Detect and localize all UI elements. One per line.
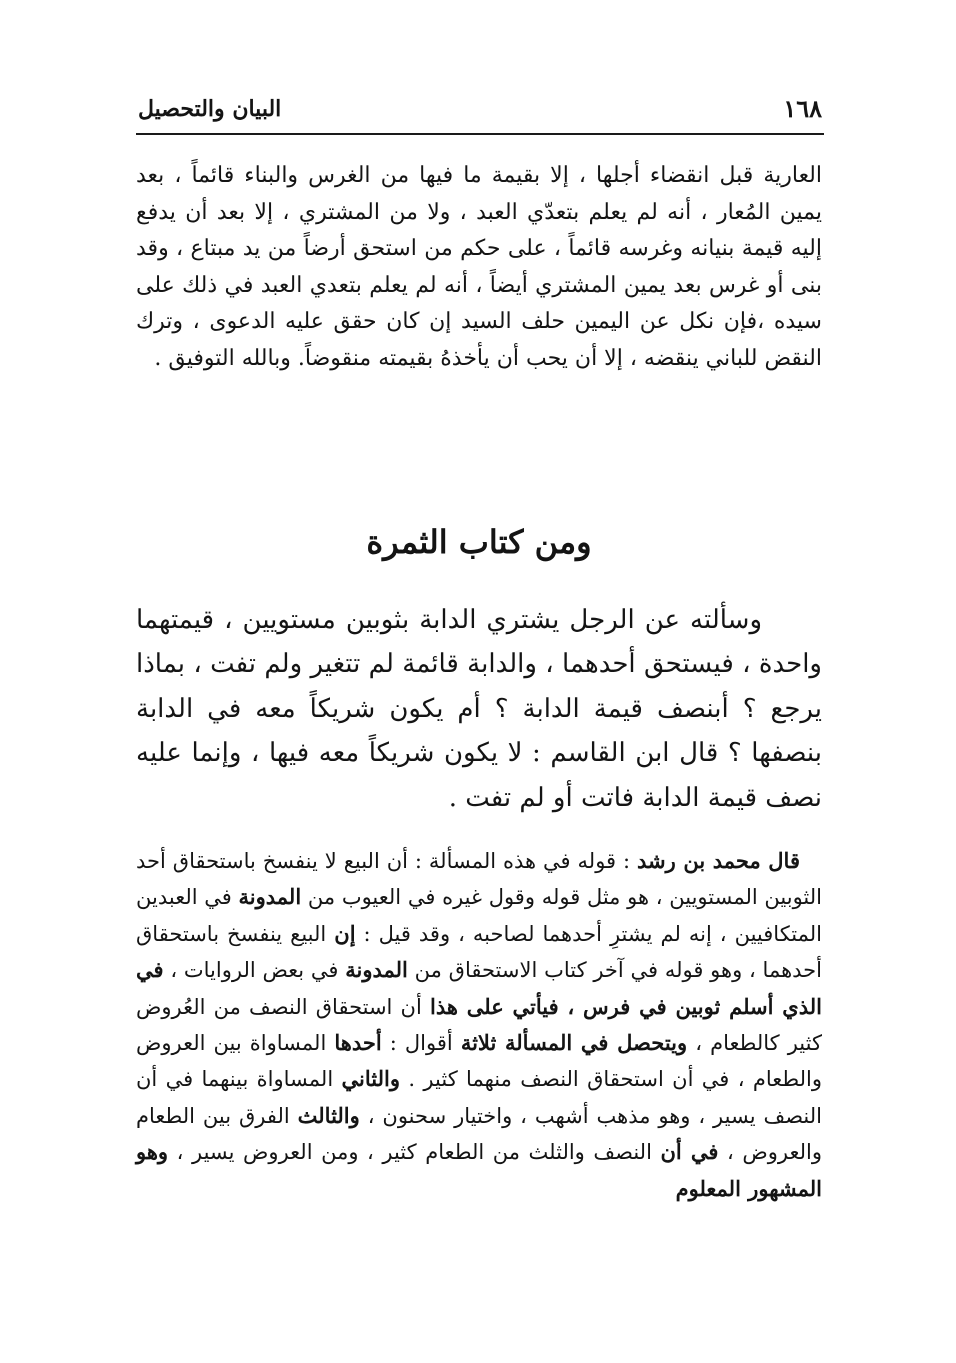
text-run: أقوال : [381, 1031, 461, 1056]
section-title: ومن كتاب الثمرة [366, 523, 592, 561]
running-title: البيان والتحصيل [138, 96, 282, 122]
text-run: في بعض الروايات ، [163, 958, 346, 983]
text-run: البيع ينفسخ باستحقاق أحدهما ، وهو قوله في آخر كتاب الاستحقاق من [136, 921, 822, 983]
emphasis: في الذي أسلم ثوبين في فرس ، فيأتي على هذا [136, 957, 822, 1019]
opinion-label: أحدها [334, 1030, 382, 1056]
book-reference: المدونة [345, 957, 408, 983]
emphasis: ويتحصل في المسألة ثلاثة [460, 1030, 688, 1056]
emphasis: في أن [660, 1139, 719, 1165]
text-run: النصف والثلث من الطعام كثير ، ومن العروض يسير ، [168, 1140, 661, 1165]
commentary-paragraph [136, 843, 822, 1207]
text-run: المساواة بينهما في أن النصف يسير ، وهو مذهب أشهب ، واختيار سحنون ، [136, 1067, 822, 1128]
text-run: المساواة بين العروض والطعام ، في أن استحقاق النصف منهما كثير . [136, 1031, 822, 1092]
page-number: ١٦٨ [783, 94, 822, 123]
text-run: الفرق بين الطعام والعروض ، [136, 1103, 822, 1165]
text-run: أن استحقاق النصف من العُروض كثير كالطعام ، [136, 994, 822, 1056]
paragraph-continuation: العارية قبل انقضاء أجلها ، إلا بقيمة ما فيها من الغرس والبناء قائماً ، بعد يمين المُعار ، أنه لم يعلم بتعدّي العبد ، ولا من المشتري ، إلا بعد أن يدفع إليه قيمة بنيانه وغرسه قائماً ، على حكم من استحق أرضاً من يد مبتاع ، وقد بنى أو غرس بعد يمين المشتري أيضاً ، أنه لم يعلم بتعدي العبد في ذلك على سيده ،فإن نكل عن اليمين حلف السيد إن كان حقق عليه الدعوى ، وترك النقض للباني ينقضه ، إلا أن يحب أن يأخذهُ بقيمته منقوضاً. وبالله التوفيق . [136, 163, 822, 371]
author-name: قال محمد بن رشد [637, 848, 800, 873]
emphasis: وهو المشهور المعلوم [136, 1139, 822, 1201]
opinion-label: والثاني [341, 1066, 400, 1092]
emphasis: إن [334, 920, 356, 946]
text-run: : قوله في هذه المسألة : أن البيع لا ينفسخ باستحقاق أحد الثوبين المستويين ، هو مثل قوله وقول غيره في العيوب من [136, 849, 823, 910]
text-run: في العبدين المتكافيين ، إنه لم يشترِ أحدهما لصاحبه ، وقد قيل : [136, 885, 822, 946]
question-paragraph: وسألته عن الرجل يشتري الدابة بثوبين مستويين ، قيمتهما واحدة ، فيستحق أحدهما ، والدابة قائمة لم تتغير ولم تفت ، بماذا يرجع ؟ أبنصف قيمة الدابة ؟ أم يكون شريكاً معه في الدابة بنصفها ؟ قال ابن القاسم : لا يكون شريكاً معه فيها ، وإنما عليه نصف قيمة الدابة فاتت أو لم تفت . [136, 605, 822, 813]
opinion-label: والثالث [297, 1102, 360, 1128]
header-divider [136, 133, 824, 135]
page-header [136, 92, 824, 132]
book-reference: المدونة [238, 884, 302, 910]
